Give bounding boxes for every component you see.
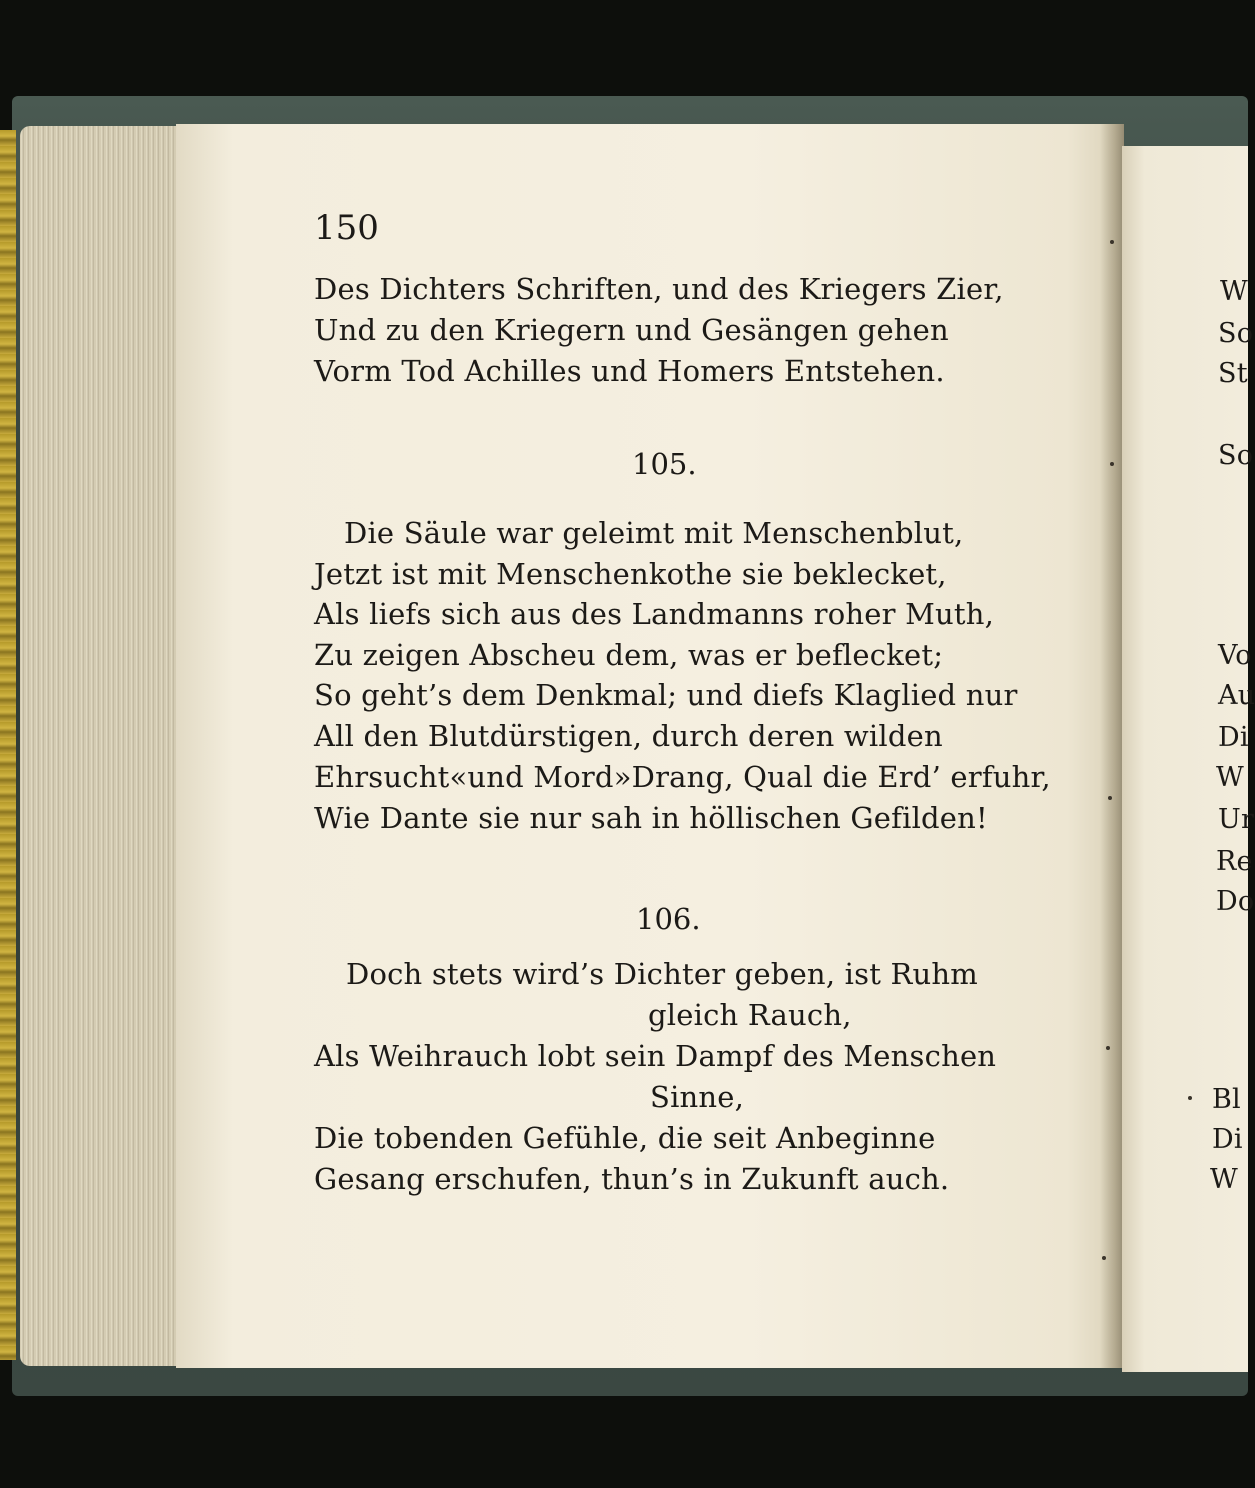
verse-line: Doch stets wird’s Dichter geben, ist Ruhm xyxy=(346,957,978,991)
verse-fragment: So xyxy=(1218,440,1254,471)
verse-fragment: Bl xyxy=(1212,1084,1241,1115)
verse-line: Und zu den Kriegern und Gesängen gehen xyxy=(314,313,949,347)
book-gutter xyxy=(1100,124,1124,1368)
verse-line: Zu zeigen Abscheu dem, was er beflecket; xyxy=(314,638,944,672)
verse-line: Die Säule war geleimt mit Menschenblut, xyxy=(344,516,964,550)
verse-line: Jetzt ist mit Menschenkothe sie beklecket, xyxy=(314,557,947,591)
page-number: 150 xyxy=(314,208,379,248)
verse-fragment: So xyxy=(1218,318,1254,349)
paper-speck xyxy=(1106,1046,1110,1050)
verse-fragment: Re xyxy=(1216,846,1253,877)
verse-line: Gesang erschufen, thun’s in Zukunft auch. xyxy=(314,1162,950,1196)
verse-line: Ehrsucht«und Mord»Drang, Qual die Erd’ erfuhr, xyxy=(314,760,1051,794)
paper-speck xyxy=(1188,1096,1192,1100)
paper-speck xyxy=(1110,240,1114,244)
verse-line: Als Weihrauch lobt sein Dampf des Menschen xyxy=(314,1039,997,1073)
verse-fragment: Do xyxy=(1216,886,1255,917)
verse-fragment: Au xyxy=(1218,680,1255,711)
verse-fragment: St xyxy=(1218,358,1248,389)
paper-speck xyxy=(1102,1256,1106,1260)
page-edges xyxy=(20,126,182,1366)
verse-line: gleich Rauch, xyxy=(648,998,852,1032)
paper-speck xyxy=(1108,796,1112,800)
stanza-number: 106. xyxy=(636,902,701,936)
verse-line: So geht’s dem Denkmal; und diefs Klaglied nur xyxy=(314,678,1018,712)
verse-line: All den Blutdürstigen, durch deren wilden xyxy=(314,719,943,753)
stanza-number: 105. xyxy=(632,447,697,481)
verse-line: Vorm Tod Achilles und Homers Entstehen. xyxy=(314,354,945,388)
verse-fragment: Vo xyxy=(1218,640,1252,671)
verse-line: Des Dichters Schriften, und des Kriegers Zier, xyxy=(314,272,1004,306)
paper-speck xyxy=(1110,462,1114,466)
verse-fragment: Di xyxy=(1212,1124,1243,1155)
verse-line: Die tobenden Gefühle, die seit Anbeginne xyxy=(314,1121,936,1155)
verse-fragment: Di xyxy=(1218,722,1249,753)
verse-fragment: Ur xyxy=(1218,804,1255,835)
verse-fragment: W xyxy=(1220,276,1248,307)
verse-fragment: W xyxy=(1210,1164,1238,1195)
verse-fragment: W xyxy=(1216,762,1244,793)
verse-line: Wie Dante sie nur sah in höllischen Gefilden! xyxy=(314,801,988,835)
verse-line: Sinne, xyxy=(650,1080,745,1114)
verse-line: Als liefs sich aus des Landmanns roher Muth, xyxy=(314,597,995,631)
cover-edge-decoration xyxy=(0,130,16,1360)
